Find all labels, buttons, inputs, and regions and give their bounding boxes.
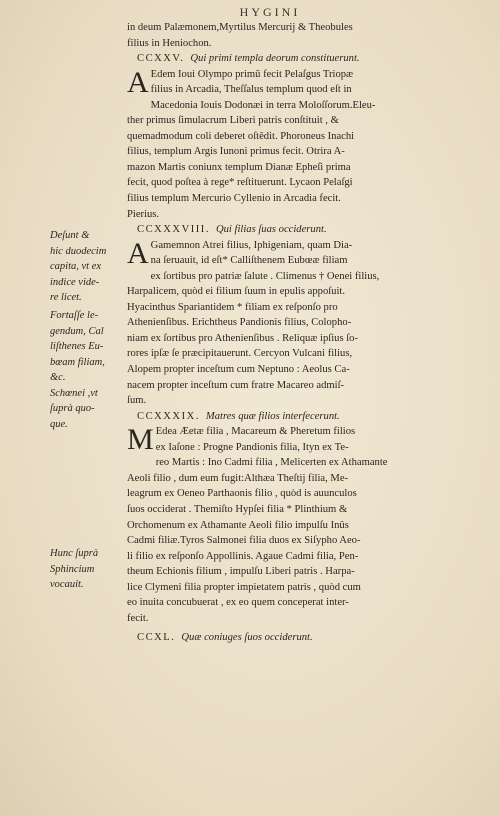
text-line: filius, templum Argis Iunoni primus fecit. Otrira A- <box>127 146 345 158</box>
text-line: lice Clymeni filia propter impietatem patris , quòd cum <box>127 581 361 593</box>
chapter-paragraph <box>127 424 450 626</box>
text-line: rores ipſæ ſe præcipitauerunt. Cercyon Vulcani filius, <box>127 348 353 360</box>
margin-note-line: gendum, Cal <box>50 325 104 337</box>
margin-note-line: ſuprà quo- <box>50 403 95 414</box>
drop-cap: M <box>127 423 154 457</box>
text-line: Pierius. <box>127 208 160 220</box>
margin-note-line: que. <box>50 418 68 430</box>
margin-note-line: re licet. <box>50 292 82 303</box>
chapter-number: CCXXXIX. <box>137 410 200 422</box>
margin-note-callisthenes <box>50 308 122 432</box>
chapter-title: Qui filias ſuas occiderunt. <box>215 224 327 236</box>
text-line: ex ſortibus pro patriæ ſalute . Climenus † Oenei filius, <box>150 270 380 282</box>
text-line: Macedonia Iouis Dodonæi in terra Moloſſorum.Eleu- <box>150 99 376 111</box>
text-line: Harpalicem, quòd ei filium ſuum in epulis appoſuit. <box>127 286 346 298</box>
text-line: eo inuita concubuerat , ex eo quem conceperat inter- <box>127 597 349 609</box>
text-line: ex Iaſone : Progne Pandionis filia, Ityn ex Te- <box>155 441 349 453</box>
margin-note-line: hic duodecim <box>50 245 107 257</box>
text-line: li filio ex reſponſo Appollinis. Agaue Cadmi filia, Pen- <box>127 550 359 562</box>
text-line: theum Echionis filium , impulſu Liberi patris . Harpa- <box>127 566 355 578</box>
chapter-number: CCXXV. <box>137 53 185 65</box>
text-line: quemadmodum coli deberet oſtēdit. Phoroneus Inachi <box>127 130 355 142</box>
margin-note-line: indice vide- <box>50 276 100 288</box>
chapter-heading <box>137 630 450 646</box>
text-line: niam ex ſortibus pro Athenienſibus . Reliquæ ipſius ſo- <box>127 332 358 344</box>
margin-note-line: Deſunt & <box>50 230 90 241</box>
margin-note-line: bœam filiam, <box>50 356 105 368</box>
chapter-paragraph <box>127 67 450 222</box>
text-line: Hyacinthus Spariantidem * filiam ex reſponſo pro <box>127 301 338 313</box>
text-line: Gamemnon Atrei filius, Iphigeniam, quam Dia- <box>150 239 353 251</box>
text-line: fecit, quod poſtea à rege* reſtituerunt. Lycaon Pelaſgi <box>127 177 353 189</box>
chapter-heading <box>137 222 450 238</box>
text-line: Edea Æetæ filia , Macareum & Pheretum filios <box>155 426 356 438</box>
chapter-number: CCXL. <box>137 632 176 644</box>
main-text-column <box>127 20 450 646</box>
text-line: mazon Martis coniunx templum Dianæ Epheſi prima <box>127 161 351 173</box>
drop-cap: A <box>127 65 149 99</box>
text-line: filius in Arcadia, Theſſalus templum quod eſt in <box>150 84 352 96</box>
chapter-heading <box>137 51 450 67</box>
chapter-title: Qui primi templa deorum constituerunt. <box>190 53 360 65</box>
chapter-paragraph <box>127 238 450 409</box>
text-line: filius templum Mercurio Cyllenio in Arcadia fecit. <box>127 193 341 205</box>
text-line: Athenienſibus. Erichtheus Pandionis filius, Colopho- <box>127 317 352 329</box>
text-line: in deum Palæmonem,Myrtilus Mercurij & Theobules <box>127 22 353 33</box>
text-line: leagrum ex Oeneo Parthaonis filio , quòd is auunculos <box>127 488 357 500</box>
margin-note-line: Fortaſſe le- <box>50 310 99 321</box>
text-line: Orchomenum ex Athamante Aeoli filio impulſu Inûs <box>127 519 349 531</box>
margin-note-missing-chapters <box>50 228 122 306</box>
text-line: Aeoli filio , dum eum fugit:Althæa Theſtij filia, Me- <box>127 472 349 484</box>
text-line: Edem Ioui Olympo primũ fecit Pelaſgus Triopæ <box>150 68 354 80</box>
text-line: Cadmi filiæ.Tyros Salmonei filia duos ex Siſypho Aeo- <box>127 535 361 547</box>
text-line: ſum. <box>127 395 147 407</box>
margin-note-line: Sphincium <box>50 563 95 575</box>
running-header-title: HYGINI <box>239 5 301 19</box>
margin-note-line: vocauit. <box>50 579 84 590</box>
text-line: filius in Heniochon. <box>127 37 212 49</box>
margin-note-line: Schœnei ,vt <box>50 387 98 399</box>
margin-note-line: capita, vt ex <box>50 261 102 272</box>
running-header <box>0 5 500 20</box>
margin-note-line: liſthenes Eu- <box>50 341 104 352</box>
chapter-number: CCXXXVIII. <box>137 224 210 236</box>
chapter-title: Matres quæ filios interfecerunt. <box>205 410 340 422</box>
margin-note-line: Hunc ſuprà <box>50 548 99 559</box>
text-line: ther primus ſimulacrum Liberi patris conſtituit , & <box>127 115 339 127</box>
text-line: fecit. <box>127 612 149 624</box>
chapter-heading <box>137 409 450 425</box>
text-line: Alopem propter inceſtum cum Neptuno : Aeolus Ca- <box>127 364 350 376</box>
text-line: na ſeruauit, id eſt* Calliſthenem Eubœæ filiam <box>150 255 348 267</box>
chapter-title: Quæ coniuges ſuos occiderunt. <box>181 632 313 644</box>
text-line: nacem propter inceſtum cum fratre Macareo admiſ- <box>127 379 345 391</box>
margin-note-sphincium <box>50 546 122 593</box>
text-line: reo Martis : Ino Cadmi filia , Melicerten ex Athamante <box>155 457 388 469</box>
text-line: ſuos occiderat . Themiſto Hypſei filia * Plinthium & <box>127 503 348 515</box>
margin-note-line: &c. <box>50 372 66 383</box>
drop-cap: A <box>127 236 149 270</box>
